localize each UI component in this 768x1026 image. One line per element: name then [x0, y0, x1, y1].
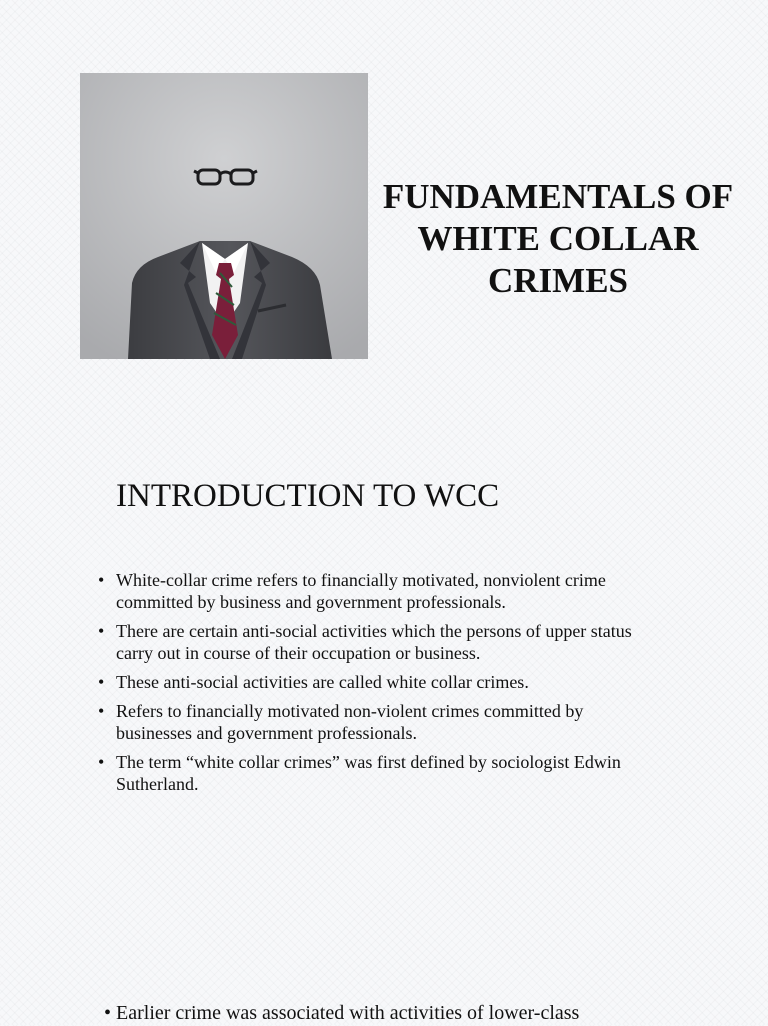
bullet-dot-icon: • — [98, 752, 105, 772]
bullet-text: Refers to financially motivated non-violent crimes committed by businesses and government professionals. — [116, 701, 584, 743]
intro-bullet-list — [98, 569, 658, 802]
bullet-text: There are certain anti-social activities which the persons of upper status carry out in course of their occupation or business. — [116, 621, 632, 663]
intro-heading: INTRODUCTION TO WCC — [116, 478, 500, 514]
bullet-item — [104, 1000, 579, 1026]
bullet-item — [98, 569, 658, 613]
bullet-item — [98, 620, 658, 664]
bullet-dot-icon: • — [98, 570, 105, 590]
bullet-text: Earlier crime was associated with activities of lower-class — [116, 1002, 580, 1024]
bullet-item — [98, 751, 658, 795]
intro-slide — [0, 440, 768, 980]
next-slide — [0, 980, 768, 1024]
bullet-dot-icon: • — [98, 621, 105, 641]
bullet-item — [98, 700, 658, 744]
bullet-text: These anti-social activities are called white collar crimes. — [116, 672, 529, 692]
bullet-text: The term “white collar crimes” was first defined by sociologist Edwin Sutherland. — [116, 752, 621, 794]
headless-suit-image — [80, 73, 368, 359]
bullet-dot-icon: • — [98, 701, 105, 721]
bullet-item — [98, 671, 658, 693]
presentation-title: FUNDAMENTALS OF WHITE COLLAR CRIMES — [382, 177, 734, 300]
bullet-dot-icon: • — [104, 1002, 117, 1024]
title-slide — [0, 0, 768, 400]
bullet-dot-icon: • — [98, 672, 105, 692]
bullet-text: White-collar crime refers to financially motivated, nonviolent crime committed by business and government professionals. — [116, 570, 606, 612]
next-bullet-list — [104, 1000, 579, 1026]
